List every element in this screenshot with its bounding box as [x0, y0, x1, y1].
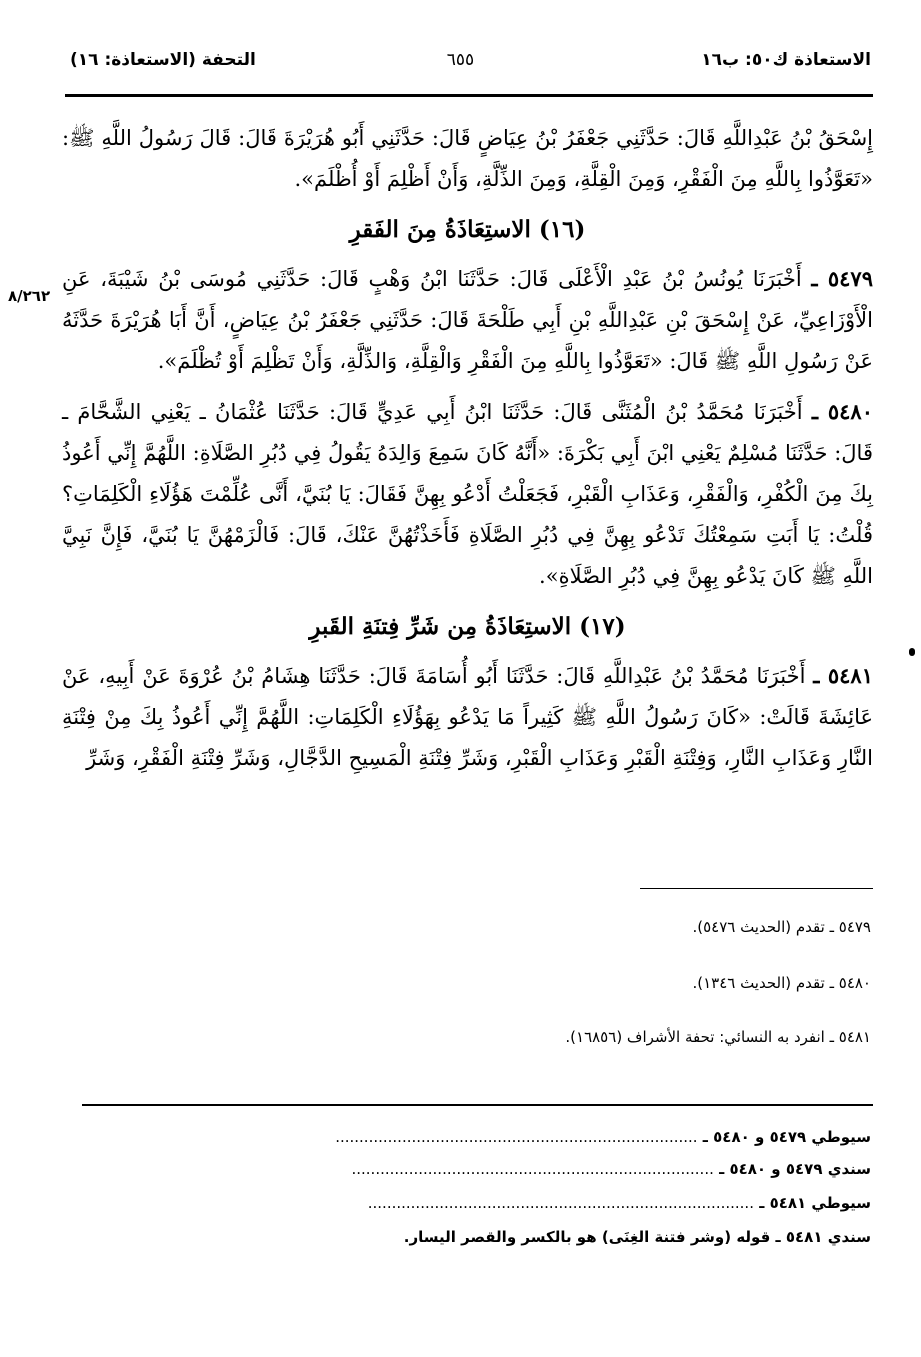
commentary-line — [90, 1160, 871, 1178]
margin-volume-reference: ٨/٢٦٢ — [8, 287, 51, 305]
margin-mark — [909, 648, 915, 656]
footnote-rule — [640, 888, 873, 889]
running-header-reference: التحفة (الاستعاذة: ١٦) — [70, 50, 256, 70]
commentary-line — [90, 1128, 871, 1146]
hadith-text: أَخْبَرَنَا مُحَمَّدُ بْنُ عَبْدِاللَّهِ قَالَ: حَدَّثَنَا أَبُو أُسَامَةَ قَالَ: حَدَّثَنَا هِشَامُ بْنُ عُرْوَةَ عَنْ أَبِيهِ، عَنْ عَائِشَةَ قَالَتْ: «كَانَ رَسُولُ اللَّهِ ﷺ كَثِيراً مَا يَدْعُو بِهَؤُلَاءِ الْكَلِمَاتِ: اللَّهُمَّ إِنِّي أَعُوذُ بِكَ مِنْ فِتْنَةِ النَّارِ وَعَذَابِ النَّارِ، وَفِتْنَةِ الْقَبْرِ وَعَذَابِ الْقَبْرِ، وَشَرِّ فِتْنَةِ الْمَسِيحِ الدَّجَّالِ، وَشَرِّ فِتْنَةِ الْفَقْرِ، وَشَرِّ — [62, 664, 873, 770]
hadith-number: ٥٤٨٠ ـ — [811, 399, 873, 424]
hadith-number: ٥٤٨١ ـ — [813, 663, 873, 688]
commentary-dots: ................................................................................. — [367, 1194, 754, 1212]
main-text — [62, 118, 873, 788]
commentary-label: سيوطي ٥٤٨١ ـ — [759, 1194, 871, 1212]
commentary-label: سندي ٥٤٧٩ و ٥٤٨٠ ـ — [719, 1160, 871, 1178]
commentary-line — [90, 1194, 871, 1212]
footnote: ٥٤٨١ ـ انفرد به النسائي: تحفة الأشراف (١٦٨٥٦). — [565, 1028, 871, 1046]
running-header-chapter: الاستعاذة ك٥٠: ب١٦ — [701, 50, 871, 70]
hadith-number: ٥٤٧٩ ـ — [811, 266, 873, 291]
footnote: ٥٤٨٠ ـ تقدم (الحديث ١٣٤٦). — [692, 974, 871, 992]
footnote: ٥٤٧٩ ـ تقدم (الحديث ٥٤٧٦). — [692, 918, 871, 936]
commentary-label: سندي ٥٤٨١ ـ قوله (وشر فتنة الغِنَى) هو بالكسر والقصر اليسار. — [403, 1228, 871, 1246]
hadith-5479 — [62, 258, 873, 382]
chapter-heading-17: (١٧) الاستِعَاذَةُ مِن شَرِّ فِتنَةِ القَبرِ — [309, 613, 626, 640]
commentary-line — [90, 1228, 871, 1246]
commentary-rule — [82, 1104, 873, 1106]
commentary-dots: ............................................................................ — [351, 1160, 714, 1178]
continued-hadith: إِسْحَقُ بْنُ عَبْدِاللَّهِ قَالَ: حَدَّثَنِي جَعْفَرُ بْنُ عِيَاضٍ قَالَ: حَدَّثَنِي أَبُو هُرَيْرَةَ قَالَ: قَالَ رَسُولُ اللَّهِ ﷺ: «تَعَوَّذُوا بِاللَّهِ مِنَ الْفَقْرِ، وَمِنَ الْقِلَّةِ، وَمِنَ الذِّلَّةِ، وَأَنْ أَظْلِمَ أَوْ أُظْلَمَ». — [62, 126, 873, 191]
commentary-label: سيوطي ٥٤٧٩ و ٥٤٨٠ ـ — [702, 1128, 871, 1146]
page-number: ٦٥٥ — [446, 50, 475, 70]
hadith-text: أَخْبَرَنَا مُحَمَّدُ بْنُ الْمُثَنَّى قَالَ: حَدَّثَنَا ابْنُ أَبِي عَدِيٍّ قَالَ: حَدَّثَنَا عُثْمَانُ ـ يَعْنِي الشَّحَّامَ ـ قَالَ: حَدَّثَنَا مُسْلِمٌ يَعْنِي ابْنَ أَبِي بَكْرَةَ: «أَنَّهُ كَانَ سَمِعَ وَالِدَهُ يَقُولُ فِي دُبُرِ الصَّلَاةِ: اللَّهُمَّ إِنِّي أَعُوذُ بِكَ مِنَ الْكُفْرِ، وَالْفَقْرِ، وَعَذَابِ الْقَبْرِ، فَجَعَلْتُ أَدْعُو بِهِنَّ فَقَالَ: يَا بُنَيَّ، أَنَّى عُلِّمْتَ هَؤُلَاءِ الْكَلِمَاتِ؟ قُلْتُ: يَا أَبَتِ سَمِعْتُكَ تَدْعُو بِهِنَّ فِي دُبُرِ الصَّلَاةِ فَأَخَذْتُهُنَّ عَنْكَ، قَالَ: فَالْزَمْهُنَّ يَا بُنَيَّ، فَإِنَّ نَبِيَّ اللَّهِ ﷺ كَانَ يَدْعُو بِهِنَّ فِي دُبُرِ الصَّلَاةِ». — [62, 400, 873, 588]
hadith-5480 — [62, 391, 873, 597]
hadith-5481 — [62, 655, 873, 779]
hadith-text: أَخْبَرَنَا يُونُسُ بْنُ عَبْدِ الْأَعْلَى قَالَ: حَدَّثَنَا ابْنُ وَهْبٍ قَالَ: حَدَّثَنِي مُوسَى بْنُ شَيْبَةَ، عَنِ الْأَوْزَاعِيِّ، عَنْ إِسْحَقَ بْنِ عَبْدِاللَّهِ بْنِ أَبِي طَلْحَةَ قَالَ: حَدَّثَنِي جَعْفَرُ بْنُ عِيَاضٍ، أَنَّ أَبَا هُرَيْرَةَ حَدَّثَهُ عَنْ رَسُولِ اللَّهِ ﷺ قَالَ: «تَعَوَّذُوا بِاللَّهِ مِنَ الْفَقْرِ وَالْقِلَّةِ، وَالذِّلَّةِ، وَأَنْ تَظْلِمَ أَوْ تُظْلَمَ». — [62, 267, 873, 373]
header-rule — [65, 94, 873, 97]
chapter-heading-16: (١٦) الاستِعَاذَةُ مِنَ الفَقرِ — [349, 216, 586, 243]
commentary-dots: ............................................................................ — [335, 1128, 698, 1146]
